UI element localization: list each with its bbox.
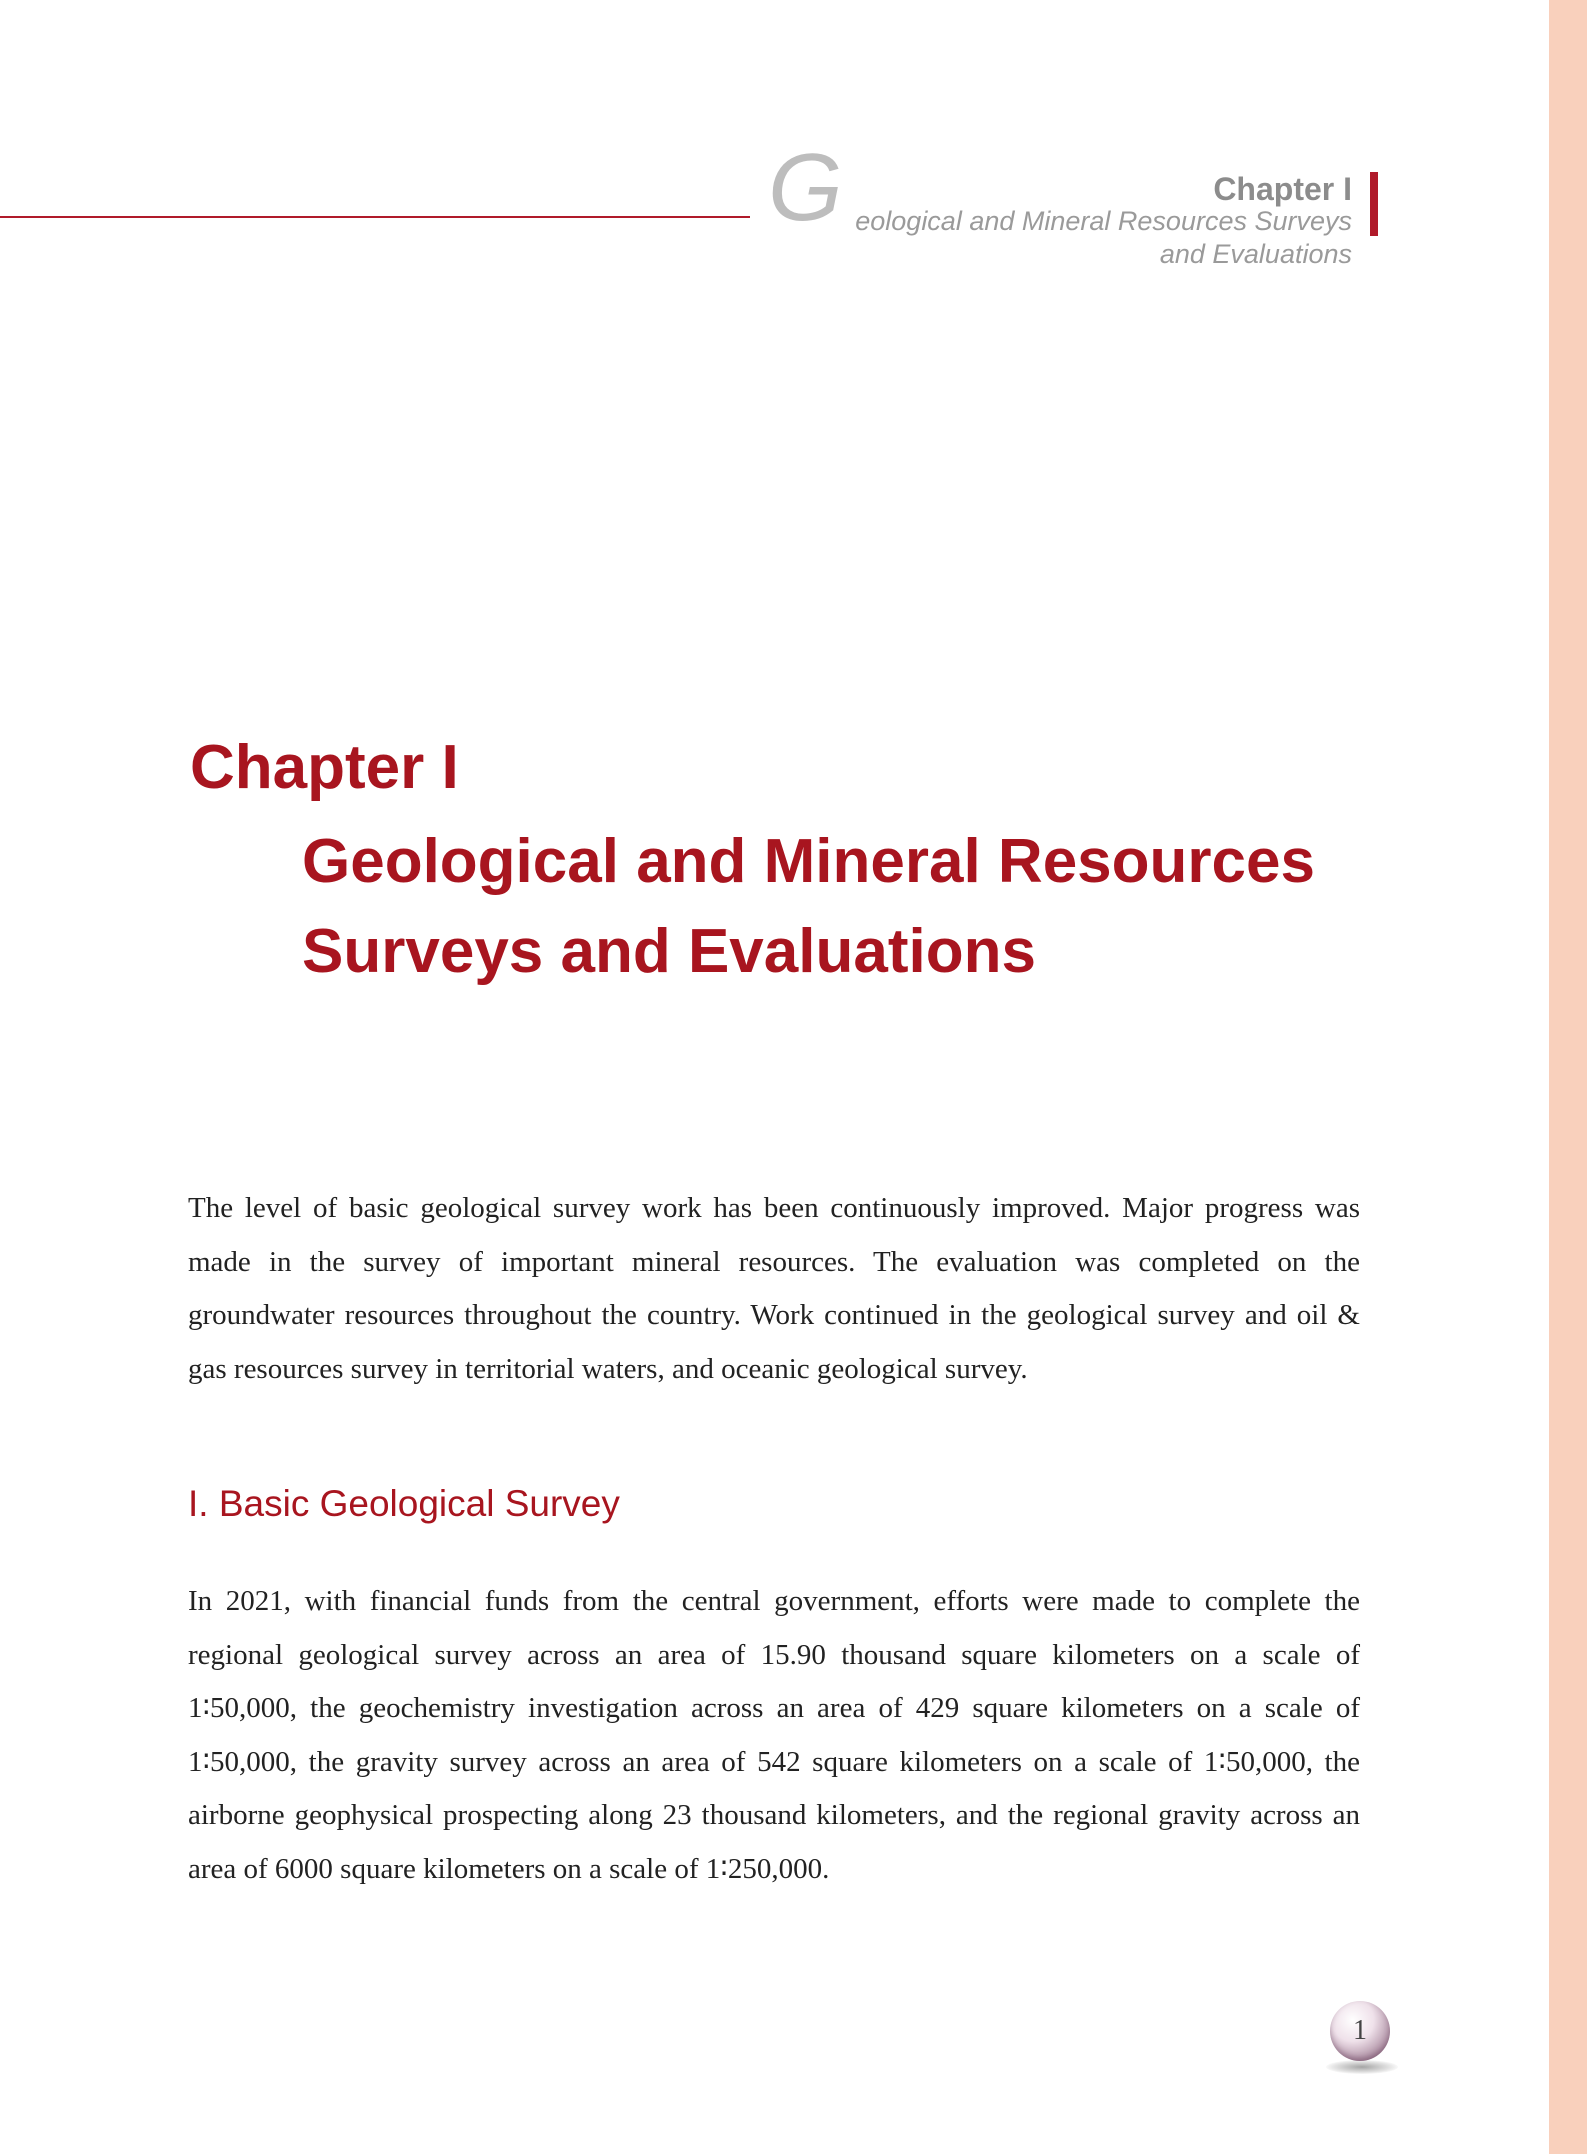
header-initial-letter: G — [768, 134, 843, 241]
side-color-strip — [1549, 0, 1587, 2154]
section-paragraph: In 2021, with financial funds from the central government, efforts were made to complete the regional geological survey across an area of 15.90 thousand square kilometers on a scale of 1∶50,000, the geochemistry investigation across an area of 429 square kilometers on a scale of 1∶50,000, the gravity survey across an area of 542 square kilometers on a scale of 1∶50,000, the airborne geophysical prospecting along 23 thousand kilometers, and the regional gravity across an area of 6000 square kilometers on a scale of 1∶250,000. — [188, 1585, 1360, 1885]
section-heading: I. Basic Geological Survey — [188, 1483, 620, 1524]
page-badge-shadow — [1326, 2060, 1398, 2074]
header-subtitle-line1: eological and Mineral Resources Surveys — [855, 206, 1352, 236]
header-accent-bar — [1370, 172, 1378, 236]
header-rule — [0, 216, 750, 218]
chapter-title — [302, 817, 1315, 997]
header-chapter-subtitle — [752, 205, 1352, 271]
page-number: 1 — [1353, 2015, 1367, 2046]
intro-paragraph: The level of basic geological survey work has been continuously improved. Major progress was made in the survey of important mineral resources. The evaluation was completed on the groundwater resources throughout the country. Work continued in the geological survey and oil & gas resources survey in territorial waters, and oceanic geological survey. — [188, 1192, 1360, 1385]
header-chapter-label: Chapter I — [1213, 171, 1352, 207]
chapter-label: Chapter I — [190, 733, 459, 802]
chapter-title-line1: Geological and Mineral Resources — [302, 827, 1315, 896]
page-number-badge — [1330, 2001, 1390, 2061]
header-subtitle-line2: and Evaluations — [1159, 239, 1352, 269]
chapter-title-line2: Surveys and Evaluations — [302, 917, 1036, 986]
